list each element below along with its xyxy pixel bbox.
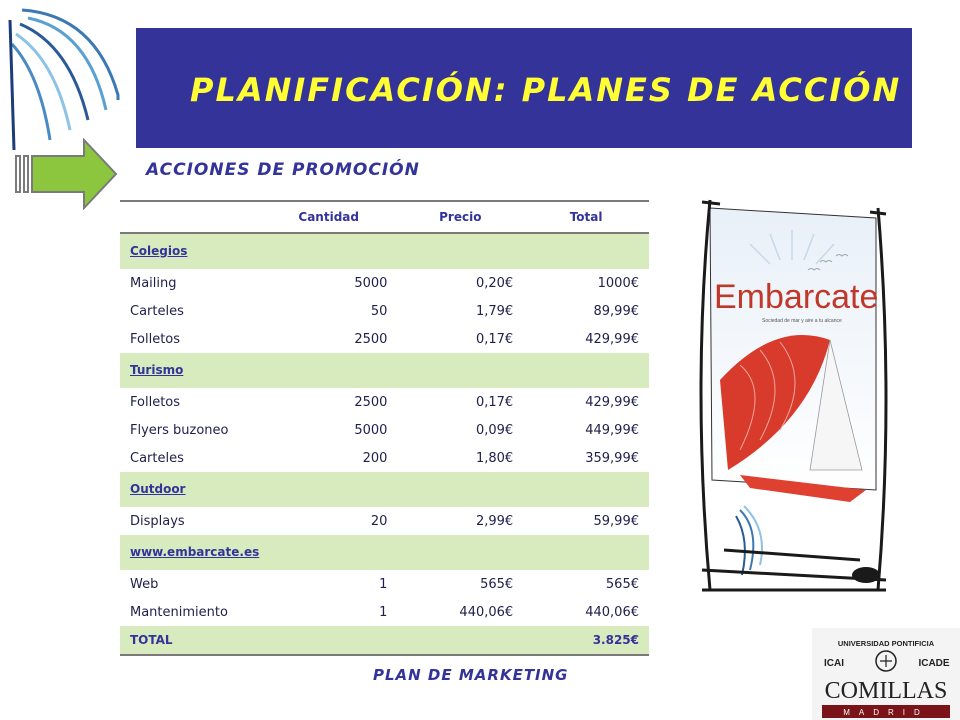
sails-decoration-icon xyxy=(0,0,140,150)
section-label-turismo[interactable]: Turismo xyxy=(130,363,184,377)
section-row xyxy=(120,472,649,507)
column-header-precio: Precio xyxy=(397,201,523,233)
table-row xyxy=(120,297,649,325)
embarcate-poster-image xyxy=(680,190,900,630)
item-qty: 1 xyxy=(379,576,388,592)
logo-name-text: COMILLAS xyxy=(824,678,948,704)
item-total: 449,99€ xyxy=(585,422,639,438)
footer-text: PLAN DE MARKETING xyxy=(373,666,569,684)
total-row xyxy=(120,626,649,655)
item-qty: 20 xyxy=(370,513,388,529)
section-label-outdoor[interactable]: Outdoor xyxy=(130,482,186,496)
item-total: 565€ xyxy=(605,576,639,592)
section-row xyxy=(120,353,649,388)
item-price: 0,20€ xyxy=(475,275,514,291)
table-row xyxy=(120,570,649,598)
table-row xyxy=(120,507,649,535)
section-subtitle: ACCIONES DE PROMOCIÓN xyxy=(146,160,420,180)
item-price: 1,80€ xyxy=(475,450,514,466)
item-total: 440,06€ xyxy=(585,604,639,620)
item-qty: 1 xyxy=(379,604,388,620)
item-total: 89,99€ xyxy=(593,303,639,319)
item-name: Carteles xyxy=(130,450,184,466)
item-total: 1000€ xyxy=(597,275,639,291)
next-arrow-icon xyxy=(14,138,120,210)
section-row xyxy=(120,535,649,570)
item-name: Mailing xyxy=(130,275,177,291)
item-name: Web xyxy=(130,576,159,592)
section-label-web[interactable]: www.embarcate.es xyxy=(130,545,260,559)
item-name: Carteles xyxy=(130,303,184,319)
item-name: Displays xyxy=(130,513,185,529)
table-row xyxy=(120,444,649,472)
item-total: 59,99€ xyxy=(593,513,639,529)
item-name: Mantenimiento xyxy=(130,604,228,620)
total-value: 3.825€ xyxy=(523,626,649,655)
item-price: 0,17€ xyxy=(475,394,514,410)
column-header xyxy=(120,201,260,233)
comillas-logo xyxy=(812,628,960,720)
item-qty: 2500 xyxy=(354,394,388,410)
table-header-row xyxy=(120,201,649,233)
table-row xyxy=(120,269,649,297)
item-total: 429,99€ xyxy=(585,331,639,347)
logo-city-text: MADRID xyxy=(843,708,929,717)
item-price: 565€ xyxy=(480,576,514,592)
item-name: Flyers buzoneo xyxy=(130,422,229,438)
item-total: 359,99€ xyxy=(585,450,639,466)
item-qty: 5000 xyxy=(354,275,388,291)
table-row xyxy=(120,598,649,626)
item-qty: 2500 xyxy=(354,331,388,347)
logo-university-text: UNIVERSIDAD PONTIFICIA xyxy=(837,639,935,648)
item-name: Folletos xyxy=(130,394,181,410)
logo-icade-text: ICADE xyxy=(918,658,950,669)
item-price: 0,17€ xyxy=(475,331,514,347)
item-qty: 200 xyxy=(362,450,388,466)
table-row xyxy=(120,388,649,416)
logo-icai-text: ICAI xyxy=(824,658,844,669)
poster-brand-text: Embarcate xyxy=(714,278,879,316)
total-label: TOTAL xyxy=(120,626,523,655)
section-row xyxy=(120,233,649,269)
table-row xyxy=(120,416,649,444)
column-header-cantidad: Cantidad xyxy=(260,201,397,233)
item-qty: 5000 xyxy=(354,422,388,438)
column-header-total: Total xyxy=(523,201,649,233)
item-total: 429,99€ xyxy=(585,394,639,410)
item-name: Folletos xyxy=(130,331,181,347)
item-qty: 50 xyxy=(370,303,388,319)
section-label-colegios[interactable]: Colegios xyxy=(130,244,188,258)
item-price: 1,79€ xyxy=(475,303,514,319)
item-price: 2,99€ xyxy=(475,513,514,529)
item-price: 0,09€ xyxy=(475,422,514,438)
poster-tagline-text: Sociedad de mar y aire a tu alcance xyxy=(762,318,842,324)
budget-table xyxy=(120,200,649,656)
page-title: PLANIFICACIÓN: PLANES DE ACCIÓN xyxy=(190,71,902,109)
item-price: 440,06€ xyxy=(459,604,514,620)
table-row xyxy=(120,325,649,353)
